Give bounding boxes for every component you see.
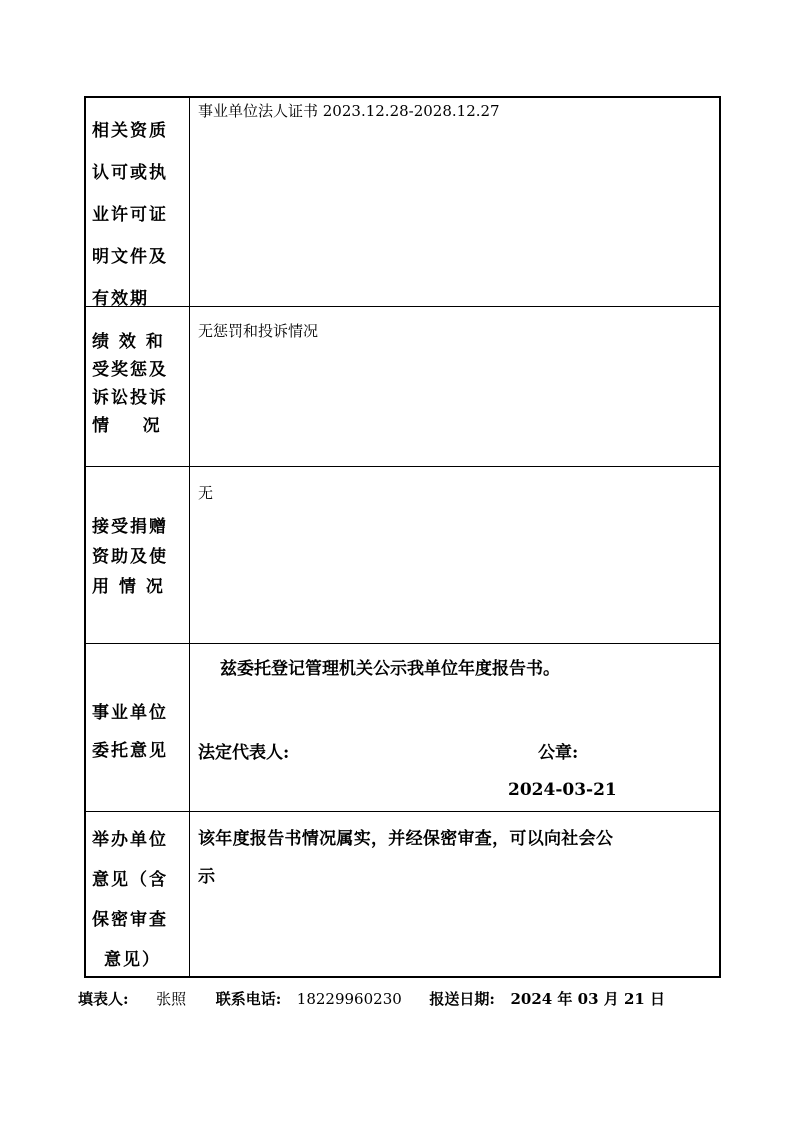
filler-name: 张照 [156,990,187,1008]
phone-label: 联系电话: [215,990,282,1008]
submit-date-label: 报送日期: [429,990,495,1008]
organizer-opinion-line1: 该年度报告书情况属实，并经保密审查，可以向社会公 [198,829,614,849]
label-line: 受奖惩及 [92,360,168,380]
legal-representative-label: 法定代表人: [198,743,290,763]
qualification-label [92,110,168,320]
donation-content: 无 [198,484,214,502]
label-line: 保密审查 [92,910,168,930]
label-line: 意见（含 [92,870,168,890]
row-divider [86,811,719,812]
filler-label: 填表人: [78,990,129,1008]
column-divider [189,98,190,976]
label-line: 委托意见 [92,741,168,761]
entrust-label [92,694,168,770]
label-line: 事业单位 [92,703,168,723]
submit-date: 2024 年 03 月 21 日 [510,990,666,1008]
label-line: 认可或执 [92,163,168,183]
label-line: 绩 效 和 [92,332,165,352]
seal-label: 公章: [538,743,579,763]
label-line: 有效期 [92,289,149,309]
entrust-date: 2024-03-21 [508,780,617,800]
organizer-opinion-line2: 示 [198,867,215,887]
label-line: 接受捐赠 [92,517,168,537]
label-line: 意见） [104,950,161,970]
entrust-statement: 兹委托登记管理机关公示我单位年度报告书。 [220,659,560,679]
qualification-content: 事业单位法人证书 2023.12.28-2028.12.27 [198,102,500,120]
label-line: 举办单位 [92,830,168,850]
label-line: 资助及使 [92,547,168,567]
performance-label [92,328,168,440]
donation-label [92,512,168,602]
performance-content: 无惩罚和投诉情况 [198,322,319,340]
annual-report-table [84,96,721,978]
row-divider [86,466,719,467]
label-line: 相关资质 [92,121,168,141]
label-line: 诉讼投诉 [92,388,168,408]
label-line: 业许可证 [92,205,168,225]
row-divider [86,306,719,307]
organizer-label [92,820,168,980]
label-line: 明文件及 [92,247,168,267]
row-divider [86,643,719,644]
form-footer [78,988,665,1009]
label-line: 用 情 况 [92,577,165,597]
phone-number: 18229960230 [296,990,402,1008]
label-line: 情 况 [92,416,162,436]
